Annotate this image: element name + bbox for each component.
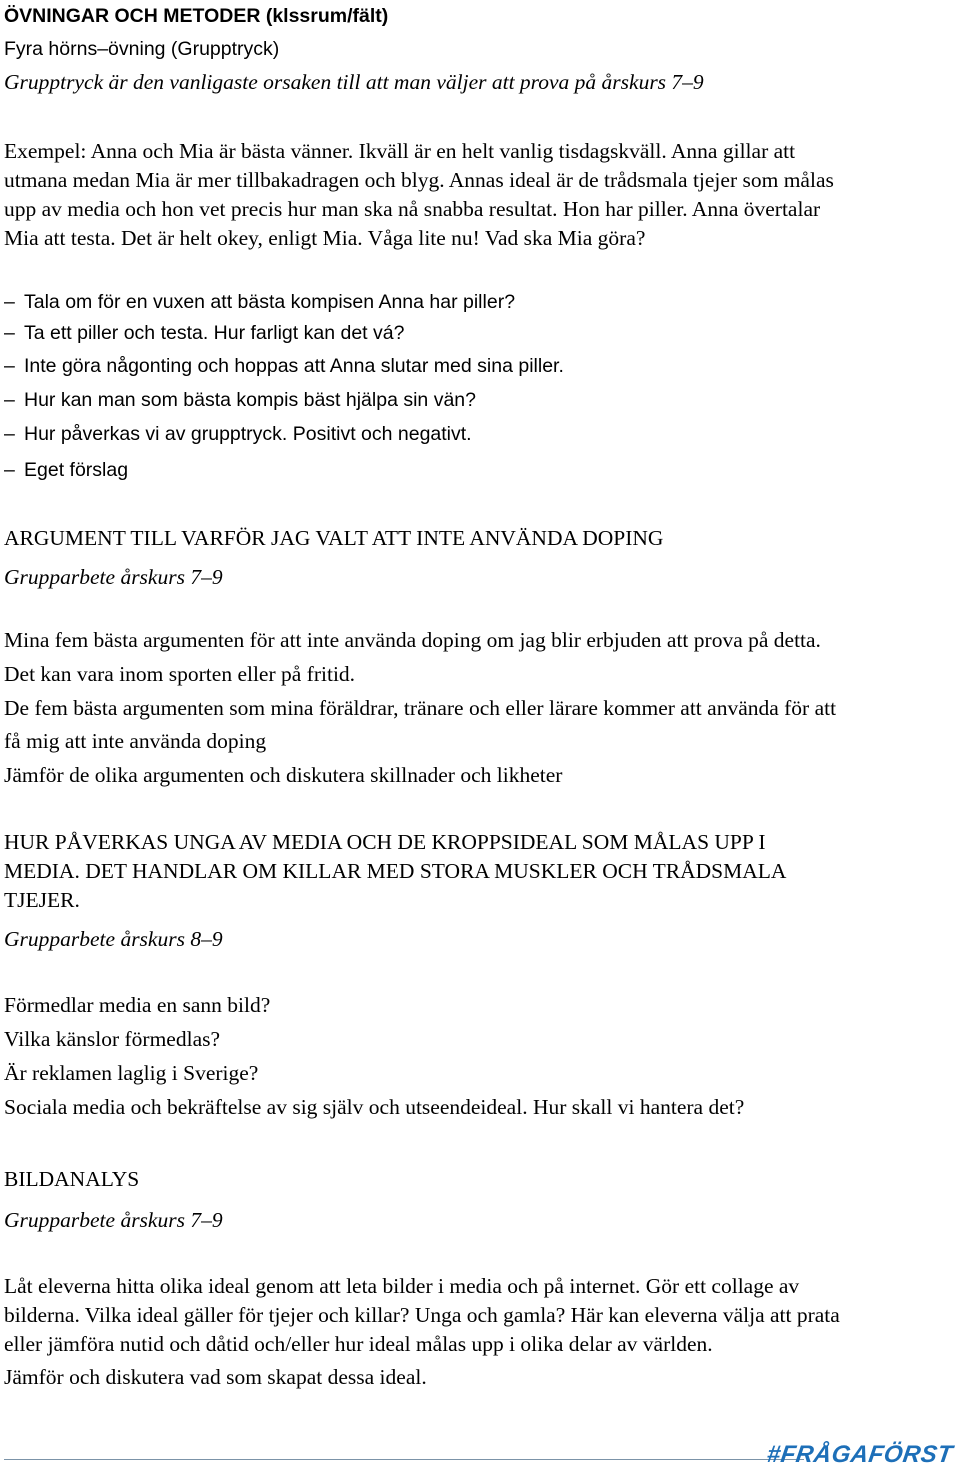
option-item: – Tala om för en vuxen att bästa kompisen Anna har piller? [4,286,515,319]
bildanalys-line: bilderna. Vilka ideal gäller för tjejer och killar? Unga och gamla? Här kan eleverna välja att prata [4,1303,840,1327]
example-line: Exempel: Anna och Mia är bästa vänner. Ikväll är en helt vanlig tisdagskväll. Anna gillar att [4,139,796,163]
section-heading-bildanalys: BILDANALYS [4,1167,140,1191]
option-item: – Eget förslag [4,454,128,487]
grade-label: Grupparbete årskurs 8–9 [4,927,223,951]
media-question: Sociala media och bekräftelse av sig själv och utseendeideal. Hur skall vi hantera det? [4,1095,745,1119]
section-heading-media: HUR PÅVERKAS UNGA AV MEDIA OCH DE KROPPSIDEAL SOM MÅLAS UPP I [4,830,766,854]
media-question: Vilka känslor förmedlas? [4,1027,221,1051]
bildanalys-line: Låt eleverna hitta olika ideal genom att leta bilder i media och på internet. Gör ett collage av [4,1274,800,1298]
dash-bullet: – [4,389,15,411]
argument-line: Jämför de olika argumenten och diskutera skillnader och likheter [4,763,563,787]
dash-bullet: – [4,355,15,377]
dash-bullet: – [4,459,15,481]
page-title: ÖVNINGAR OCH METODER (klssrum/fält) [4,5,389,27]
option-item: – Hur kan man som bästa kompis bäst hjälpa sin vän? [4,384,476,417]
argument-line: Mina fem bästa argumenten för att inte använda doping om jag blir erbjuden att prova på detta. [4,628,821,652]
example-line: utmana medan Mia är mer tillbakadragen och blyg. Annas ideal är de trådsmala tjejer som målas [4,168,834,192]
option-item: – Inte göra någonting och hoppas att Anna slutar med sina piller. [4,350,564,383]
option-item: – Hur påverkas vi av grupptryck. Positivt och negativt. [4,418,472,451]
bildanalys-line: eller jämföra nutid och dåtid och/eller hur ideal målas upp i olika delar av världen. [4,1332,713,1356]
media-question: Förmedlar media en sann bild? [4,993,271,1017]
media-question: Är reklamen laglig i Sverige? [4,1061,259,1085]
bildanalys-line: Jämför och diskutera vad som skapat dessa ideal. [4,1365,427,1389]
footer-divider [4,1459,804,1460]
argument-line: Det kan vara inom sporten eller på fritid. [4,662,356,686]
argument-line: få mig att inte använda doping [4,729,267,753]
grade-label: Grupparbete årskurs 7–9 [4,565,223,589]
section-heading-media: MEDIA. DET HANDLAR OM KILLAR MED STORA MUSKLER OCH TRÅDSMALA [4,859,787,883]
dash-bullet: – [4,322,15,344]
example-line: Mia att testa. Det är helt okey, enligt Mia. Våga lite nu! Vad ska Mia göra? [4,226,646,250]
dash-bullet: – [4,291,15,313]
example-line: upp av media och hon vet precis hur man ska nå snabba resultat. Hon har piller. Anna övertalar [4,197,821,221]
exercise-subtitle: Fyra hörns–övning (Grupptryck) [4,38,280,60]
option-item: – Ta ett piller och testa. Hur farligt kan det vá? [4,317,404,350]
fragaforst-logo: #FRÅGAFÖRST [764,1441,954,1468]
dash-bullet: – [4,423,15,445]
argument-line: De fem bästa argumenten som mina föräldrar, tränare och eller lärare kommer att använda för att [4,696,837,720]
section-heading-argument: ARGUMENT TILL VARFÖR JAG VALT ATT INTE ANVÄNDA DOPING [4,526,664,550]
grade-label: Grupparbete årskurs 7–9 [4,1208,223,1232]
exercise-lead: Grupptryck är den vanligaste orsaken till att man väljer att prova på årskurs 7–9 [4,70,704,94]
section-heading-media: TJEJER. [4,888,80,912]
